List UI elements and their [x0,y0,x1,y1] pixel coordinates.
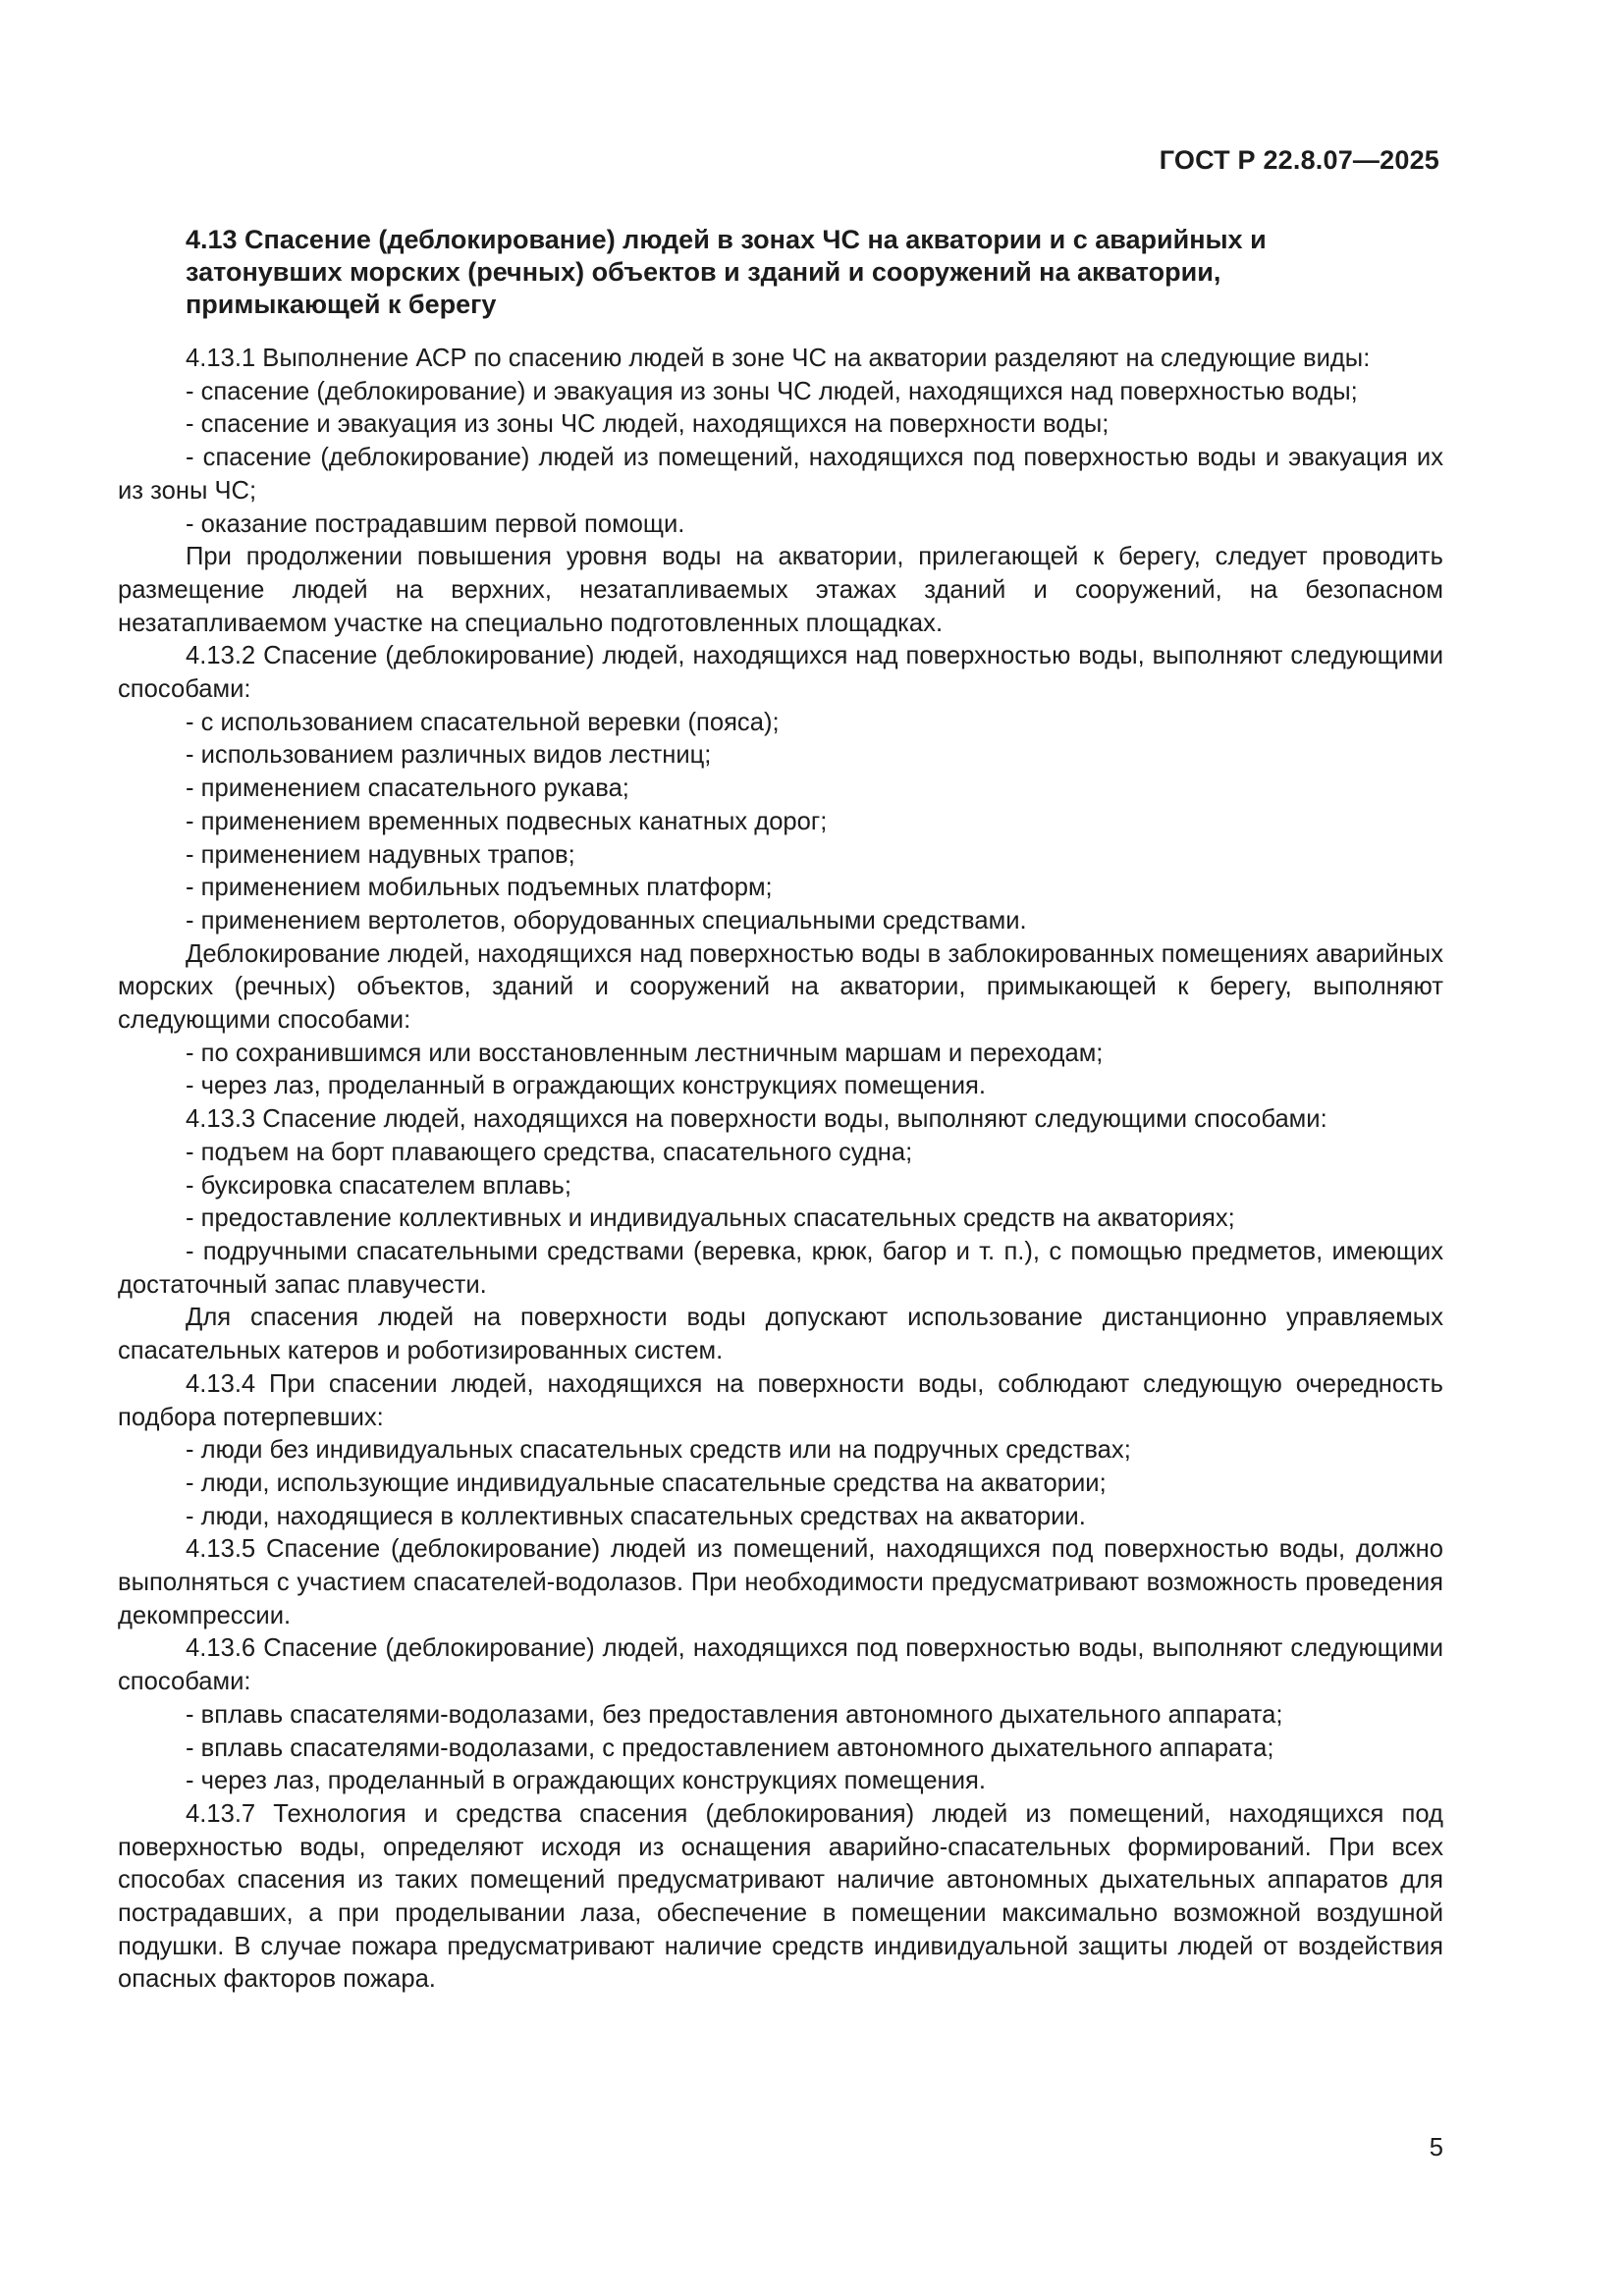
list-item: - применением вертолетов, оборудованных специальными средствами. [186,906,1027,934]
paragraph: Деблокирование людей, находящихся над поверхностью воды в заблокированных помещениях аварийных морских (речных) объектов, зданий и сооружений на акватории, примыкающей к берегу, выполняют следующими способами: [118,939,1443,1035]
list-item: - применением мобильных подъемных платформ; [186,874,773,902]
paragraph-4-13-6: 4.13.6 Спасение (деблокирование) людей, находящихся под поверхностью воды, выполняют следующими способами: [118,1634,1443,1696]
list-item: - спасение (деблокирование) людей из помещений, находящихся под поверхностью воды и эвакуация их из зоны ЧС; [118,444,1443,505]
list-item: - вплавь спасателями-водолазами, без предоставления автономного дыхательного аппарата; [186,1700,1283,1729]
list-item: - спасение и эвакуация из зоны ЧС людей, находящихся на поверхности воды; [186,410,1110,439]
page-number: 5 [1429,2134,1443,2162]
paragraph-4-13-4: 4.13.4 При спасении людей, находящихся на поверхности воды, соблюдают следующую очередность подбора потерпевших: [118,1369,1443,1431]
list-item: - применением временных подвесных канатных дорог; [186,807,828,835]
list-item: - оказание пострадавшим первой помощи. [186,509,685,538]
list-item: - подъем на борт плавающего средства, спасательного судна; [186,1138,913,1166]
list-item: - применением спасательного рукава; [186,774,629,803]
list-item: - по сохранившимся или восстановленным лестничным маршам и переходам; [186,1039,1104,1067]
list-item: - люди, использующие индивидуальные спасательные средства на акватории; [186,1468,1107,1497]
doc-code: ГОСТ Р 22.8.07—2025 [1159,145,1439,175]
paragraph-4-13-1: 4.13.1 Выполнение АСР по спасению людей в зоне ЧС на акватории разделяют на следующие виды: [186,345,1371,372]
list-item: - через лаз, проделанный в ограждающих конструкциях помещения. [186,1767,986,1795]
list-item: - подручными спасательными средствами (веревка, крюк, багор и т. п.), с помощью предметов, имеющих достаточный запас плавучести. [118,1237,1443,1299]
list-item: - применением надувных трапов; [186,840,575,869]
paragraph-4-13-2: 4.13.2 Спасение (деблокирование) людей, находящихся над поверхностью воды, выполняют следующими способами: [118,642,1443,704]
list-item: - через лаз, проделанный в ограждающих конструкциях помещения. [186,1072,986,1100]
list-item: - буксировка спасателем вплавь; [186,1171,571,1200]
list-item: - с использованием спасательной веревки (пояса); [186,708,780,736]
list-item: - спасение (деблокирование) и эвакуация из зоны ЧС людей, находящихся над поверхностью воды; [186,377,1358,405]
paragraph: Для спасения людей на поверхности воды допускают использование дистанционно управляемых спасательных катеров и роботизированных систем. [118,1304,1443,1365]
list-item: - люди без индивидуальных спасательных средств или на подручных средствах; [186,1436,1131,1465]
list-item: - вплавь спасателями-водолазами, с предоставлением автономного дыхательного аппарата; [186,1734,1274,1762]
paragraph-4-13-5: 4.13.5 Спасение (деблокирование) людей из помещений, находящихся под поверхностью воды, должно выполняться с участием спасателей-водолазов. При необходимости предусматривают возможность проведения декомпрессии. [118,1535,1443,1629]
page-content [118,224,1443,1997]
paragraph: При продолжении повышения уровня воды на акватории, прилегающей к берегу, следует проводить размещение людей на верхних, незатапливаемых этажах зданий и сооружений, на безопасном незатапливаемом участке на специально подготовленных площадках. [118,543,1443,637]
list-item: - предоставление коллективных и индивидуальных спасательных средств на акваториях; [186,1204,1235,1233]
paragraph-4-13-7: 4.13.7 Технология и средства спасения (деблокирования) людей из помещений, находящихся под поверхностью воды, определяют исходя из оснащения аварийно-спасательных формирований. При всех способах спасения из таких помещений предусматривают наличие автономных дыхательных аппаратов для пострадавших, а при проделывании лаза, обеспечение в помещении максимально возможной воздушной подушки. В случае пожара предусматривают наличие средств индивидуальной защиты людей от воздействия опасных факторов пожара. [118,1799,1443,1994]
list-item: - использованием различных видов лестниц; [186,741,712,770]
list-item: - люди, находящиеся в коллективных спасательных средствах на акватории. [186,1502,1086,1530]
section-title: 4.13 Спасение (деблокирование) людей в зонах ЧС на акватории и с аварийных и затонувших морских (речных) объектов и зданий и сооружений на акватории, примыкающей к берегу [186,225,1267,319]
paragraph-4-13-3: 4.13.3 Спасение людей, находящихся на поверхности воды, выполняют следующими способами: [186,1105,1327,1134]
